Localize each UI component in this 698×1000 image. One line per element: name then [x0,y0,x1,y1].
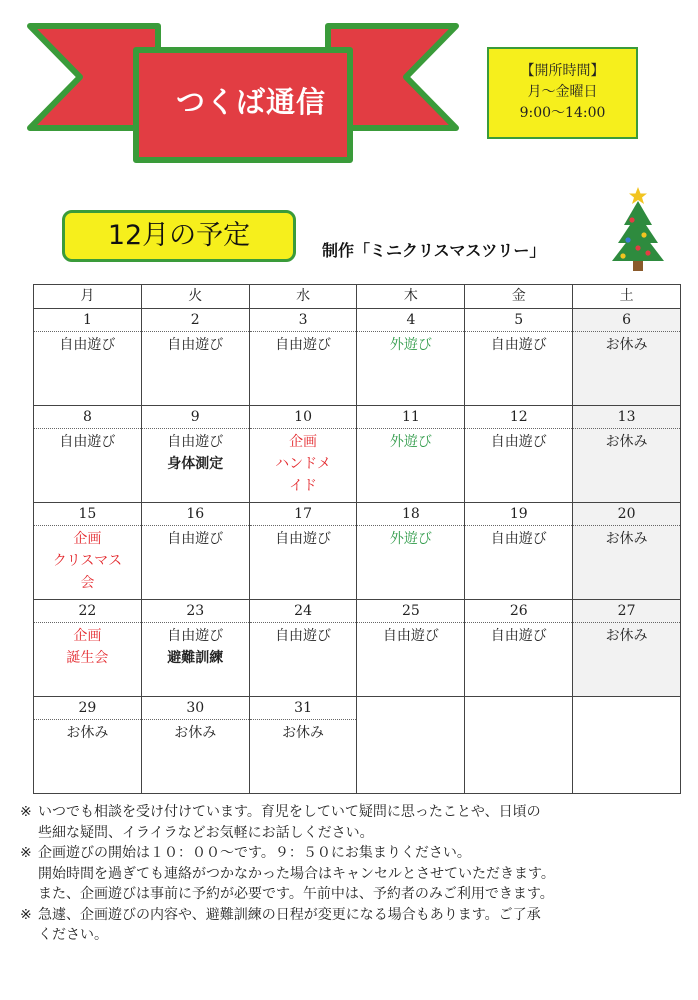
day-number: 6 [573,309,680,332]
hours-heading: 【開所時間】 [520,63,605,79]
day-number: 3 [250,309,357,332]
calendar-day-cell [249,406,357,503]
note-line: ください。 [38,927,108,943]
day-event: 企画 [289,434,318,450]
day-number: 1 [34,309,141,332]
day-number: 10 [250,406,357,429]
day-event: 自由遊び [59,337,116,353]
day-event: 自由遊び [59,434,116,450]
weekday-mon: 月 [34,285,142,309]
calendar-day-cell [249,600,357,697]
weekday-header-row [34,285,681,309]
calendar-day-cell [34,503,142,600]
day-number: 13 [573,406,680,429]
day-number: 4 [357,309,464,332]
day-number: 25 [357,600,464,623]
day-event: 企画 [73,628,102,644]
calendar-day-cell [357,503,465,600]
note-item [20,802,692,843]
day-number: 11 [357,406,464,429]
day-number: 12 [465,406,572,429]
day-event: 外遊び [389,531,432,547]
day-number: 8 [34,406,141,429]
day-event: 自由遊び [490,434,547,450]
day-event: お休み [66,725,109,741]
day-event: 外遊び [389,434,432,450]
schedule-title: 12月の予定 [62,210,296,262]
day-number: 23 [142,600,249,623]
day-event: 自由遊び [167,628,224,644]
day-event: お休み [174,725,217,741]
calendar-day-cell [573,503,681,600]
calendar-day-cell [357,309,465,406]
note-item [20,905,692,946]
day-event: 自由遊び [490,531,547,547]
hours-days: 月～金曜日 [527,84,598,100]
day-event: 自由遊び [167,337,224,353]
calendar-day-cell [249,697,357,794]
day-event: ハンドメ [275,456,331,472]
day-event: クリスマス [52,553,123,569]
monthly-calendar [33,284,681,794]
day-number: 30 [142,697,249,720]
calendar-week-row [34,503,681,600]
note-item [20,843,692,905]
day-number: 17 [250,503,357,526]
note-line: 企画遊びの開始は１０：００～です。９：５０にお集まりください。 [38,845,471,861]
opening-hours-box [487,47,638,139]
day-event: 自由遊び [275,337,332,353]
calendar-week-row [34,406,681,503]
calendar-day-cell [465,600,573,697]
hours-time: 9:00～14:00 [519,105,606,121]
day-event: 自由遊び [382,628,439,644]
day-event: お休み [605,337,648,353]
calendar-body [34,309,681,794]
calendar-week-row [34,600,681,697]
calendar-day-cell [141,406,249,503]
day-number: 9 [142,406,249,429]
newsletter-title: つくば通信 [175,85,326,119]
day-number: 22 [34,600,141,623]
calendar-day-cell [357,697,465,794]
calendar-day-cell [34,697,142,794]
calendar-day-cell [465,697,573,794]
header-banner [18,10,468,185]
note-mark: ※ [20,845,32,861]
note-line: また、企画遊びは事前に予約が必要です。午前中は、予約者のみご利用できます。 [38,886,554,902]
calendar-day-cell [465,309,573,406]
calendar-day-cell [573,600,681,697]
calendar-day-cell [249,309,357,406]
calendar-day-cell [141,503,249,600]
weekday-sat: 土 [573,285,681,309]
day-number: 18 [357,503,464,526]
note-line: 急遽、企画遊びの内容や、避難訓練の日程が変更になる場合もあります。ご了承 [38,906,541,923]
day-event: お休み [282,725,325,741]
notes-section [20,802,692,946]
day-number: 15 [34,503,141,526]
day-event: お休み [605,531,648,547]
day-event: お休み [605,628,648,644]
day-number: 5 [465,309,572,332]
weekday-wed: 水 [249,285,357,309]
day-event: お休み [605,434,648,450]
calendar-day-cell [573,309,681,406]
day-number: 16 [142,503,249,526]
calendar-day-cell [34,600,142,697]
weekday-thu: 木 [357,285,465,309]
weekday-fri: 金 [465,285,573,309]
note-mark: ※ [20,906,32,923]
day-event: 自由遊び [167,434,224,450]
calendar-day-cell [573,406,681,503]
calendar-day-cell [141,697,249,794]
day-event: 自由遊び [275,531,332,547]
note-mark: ※ [20,804,32,820]
day-number: 31 [250,697,357,720]
note-line: いつでも相談を受け付けています。育児をしていて疑問に思ったことや、日頃の [38,804,541,820]
weekday-tue: 火 [141,285,249,309]
day-number: 2 [142,309,249,332]
day-event: 自由遊び [167,531,224,547]
day-event: 自由遊び [275,628,332,644]
calendar-day-cell [465,406,573,503]
note-line: 開始時間を過ぎても連絡がつかなかった場合はキャンセルとさせていただきます。 [38,865,555,882]
craft-activity-label: 制作「ミニクリスマスツリー」 [322,241,546,260]
calendar-day-cell [141,600,249,697]
day-event: 身体測定 [167,456,224,472]
christmas-tree-icon [608,185,668,275]
day-event: 企画 [73,531,102,547]
day-event: 避難訓練 [167,650,224,666]
calendar-day-cell [249,503,357,600]
day-number: 24 [250,600,357,623]
calendar-day-cell [573,697,681,794]
day-event: 自由遊び [490,628,547,644]
calendar-day-cell [465,503,573,600]
calendar-day-cell [34,406,142,503]
calendar-day-cell [34,309,142,406]
day-event: イド [289,478,318,494]
day-number: 26 [465,600,572,623]
day-number: 19 [465,503,572,526]
day-event: 会 [80,575,95,591]
note-line: 些細な疑問、イライラなどお気軽にお話しください。 [38,824,374,841]
day-event: 外遊び [389,337,432,353]
calendar-day-cell [357,406,465,503]
calendar-week-row [34,697,681,794]
day-event: 誕生会 [66,650,109,666]
day-event: 自由遊び [490,337,547,353]
calendar-day-cell [357,600,465,697]
day-number: 29 [34,697,141,720]
calendar-day-cell [141,309,249,406]
day-number: 27 [573,600,680,623]
calendar-week-row [34,309,681,406]
day-number: 20 [573,503,680,526]
